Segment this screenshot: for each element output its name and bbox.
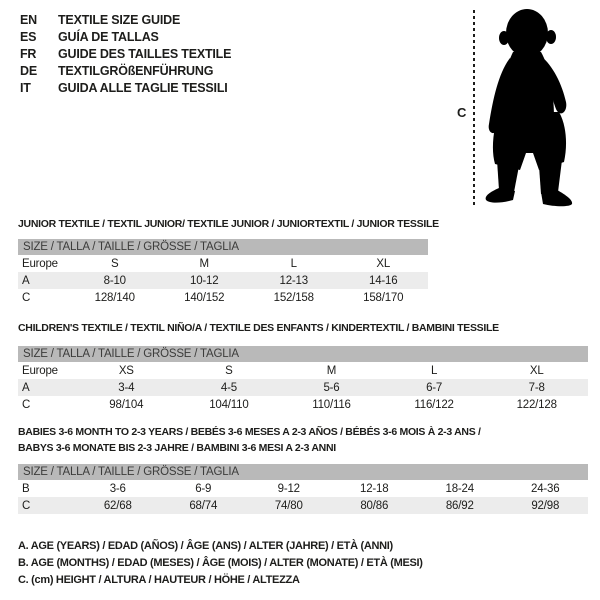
- language-code: ES: [20, 30, 37, 44]
- age-cell: 4-5: [178, 379, 281, 396]
- size-cell: L: [290, 257, 297, 270]
- language-row-fr: [20, 46, 231, 63]
- size-header-row: [18, 464, 588, 480]
- guide-title-it: GUIDA ALLE TAGLIE TESSILI: [58, 81, 228, 95]
- junior-table-title: JUNIOR TEXTILE / TEXTIL JUNIOR/ TEXTILE JUNIOR / JUNIORTEXTIL / JUNIOR TESSILE: [18, 218, 439, 230]
- age-cell: 12-18: [360, 482, 389, 495]
- age-cell: 3-4: [75, 379, 178, 396]
- size-header-label: SIZE / TALLA / TAILLE / GRÖSSE / TAGLIA: [18, 464, 588, 480]
- row-label: C: [22, 291, 31, 304]
- babies-table-title: [18, 424, 481, 456]
- size-header-label: SIZE / TALLA / TAILLE / GRÖSSE / TAGLIA: [18, 346, 588, 362]
- table-row-age: [18, 379, 588, 396]
- age-cell: 9-12: [277, 482, 300, 495]
- legend-age-months: B. AGE (MONTHS) / EDAD (MESES) / ÂGE (MOIS) / ALTER (MONATE) / ETÀ (MESI): [18, 557, 423, 569]
- table-row-height: [18, 289, 428, 306]
- table-row-europe: [18, 255, 428, 272]
- height-cell: 98/104: [109, 398, 144, 411]
- size-cell: S: [111, 257, 119, 270]
- guide-title-fr: GUIDE DES TAILLES TEXTILE: [58, 47, 232, 61]
- language-code: DE: [20, 64, 37, 78]
- age-cell: 10-12: [160, 272, 250, 289]
- row-label: B: [22, 482, 30, 495]
- guide-title-en: TEXTILE SIZE GUIDE: [58, 13, 181, 27]
- language-title-list: [20, 12, 231, 97]
- row-label: A: [18, 379, 75, 396]
- legend-age-years: A. AGE (YEARS) / EDAD (AÑOS) / ÂGE (ANS) / ALTER (JAHRE) / ETÀ (ANNI): [18, 540, 393, 552]
- table-row-age: [18, 272, 428, 289]
- children-table-title: CHILDREN'S TEXTILE / TEXTIL NIÑO/A / TEXTILE DES ENFANTS / KINDERTEXTIL / BAMBINI TESSILE: [18, 322, 499, 334]
- age-cell: 18-24: [445, 482, 474, 495]
- legend-height-cm: C. (cm) HEIGHT / ALTURA / HAUTEUR / HÖHE / ALTEZZA: [18, 574, 300, 586]
- height-cell: 74/80: [246, 497, 332, 514]
- age-cell: 14-16: [339, 272, 429, 289]
- height-dashed-line: [473, 10, 475, 206]
- height-cell: 80/86: [332, 497, 418, 514]
- height-cell: 158/170: [363, 291, 404, 304]
- age-cell: 8-10: [70, 272, 160, 289]
- language-code: EN: [20, 13, 37, 27]
- row-label: C: [18, 497, 75, 514]
- height-cell: 152/158: [273, 291, 314, 304]
- size-header-row: [18, 346, 588, 362]
- height-cell: 92/98: [503, 497, 589, 514]
- babies-title-line2: BABYS 3-6 MONATE BIS 2-3 JAHRE / BAMBINI 3-6 MESI A 2-3 ANNI: [18, 442, 336, 454]
- size-cell: XS: [118, 364, 134, 377]
- age-cell: 5-6: [280, 379, 383, 396]
- language-code: IT: [20, 81, 31, 95]
- row-label: C: [22, 398, 31, 411]
- table-row-age-months: [18, 480, 588, 497]
- age-cell: 3-6: [109, 482, 126, 495]
- row-label: Europe: [22, 364, 58, 377]
- language-row-de: [20, 63, 231, 80]
- size-cell: M: [326, 364, 337, 377]
- table-row-europe: [18, 362, 588, 379]
- height-cell: 122/128: [516, 398, 557, 411]
- language-code: FR: [20, 47, 37, 61]
- table-row-height: [18, 396, 588, 413]
- height-cell: 68/74: [161, 497, 247, 514]
- height-cell: 104/110: [209, 398, 249, 411]
- size-header-label: SIZE / TALLA / TAILLE / GRÖSSE / TAGLIA: [18, 239, 428, 255]
- babies-title-line1: BABIES 3-6 MONTH TO 2-3 YEARS / BEBÉS 3-6 MESES A 2-3 AÑOS / BÉBÉS 3-6 MOIS À 2-3 ANS /: [18, 426, 481, 438]
- language-row-en: [20, 12, 231, 29]
- size-cell: M: [199, 257, 209, 270]
- junior-size-table: [18, 239, 428, 306]
- height-cell: 128/140: [94, 291, 135, 304]
- height-cell: 110/116: [312, 398, 351, 411]
- age-cell: 7-8: [485, 379, 588, 396]
- height-measure-label: C: [457, 105, 467, 120]
- height-cell: 86/92: [417, 497, 503, 514]
- age-cell: 6-7: [383, 379, 486, 396]
- height-cell: 140/152: [184, 291, 225, 304]
- measurement-legend: [18, 538, 423, 589]
- age-cell: 12-13: [249, 272, 339, 289]
- size-cell: L: [430, 364, 438, 377]
- age-cell: 6-9: [195, 482, 212, 495]
- size-cell: XL: [376, 257, 391, 270]
- guide-title-es: GUÍA DE TALLAS: [58, 30, 159, 44]
- language-row-it: [20, 80, 231, 97]
- language-row-es: [20, 29, 231, 46]
- babies-size-table: [18, 464, 588, 514]
- children-size-table: [18, 346, 588, 413]
- row-label: A: [18, 272, 70, 289]
- size-header-row: [18, 239, 428, 255]
- age-cell: 24-36: [531, 482, 560, 495]
- table-row-height: [18, 497, 588, 514]
- height-cell: 116/122: [414, 398, 454, 411]
- size-cell: XL: [529, 364, 544, 377]
- guide-title-de: TEXTILGRÖßENFÜHRUNG: [58, 64, 214, 78]
- baby-silhouette-icon: [483, 6, 577, 208]
- size-cell: S: [225, 364, 233, 377]
- row-label: Europe: [22, 257, 58, 270]
- height-cell: 62/68: [75, 497, 161, 514]
